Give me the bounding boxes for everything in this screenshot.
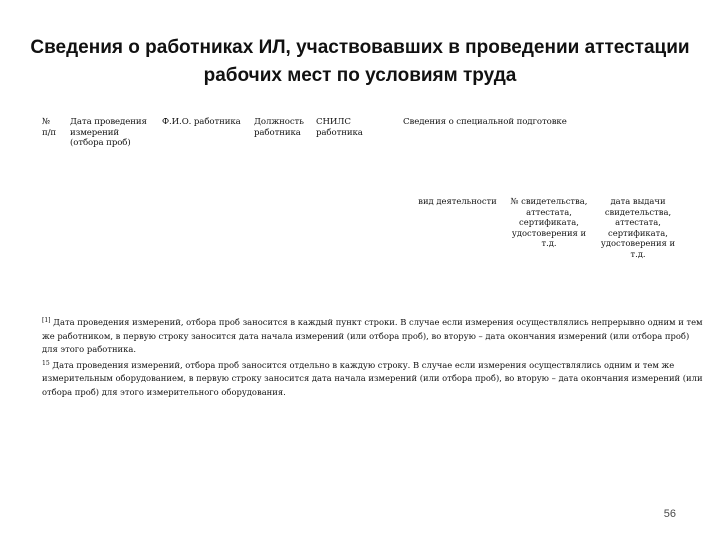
header-date: Дата проведения измерений (отбора проб) — [70, 117, 147, 148]
page-title: Сведения о работниках ИЛ, участвовавших в проведении аттестации рабочих мест по условиям труда — [30, 37, 690, 86]
page-number: 56 — [663, 508, 676, 520]
footnotes — [42, 314, 704, 399]
subheader-certificate: № свидетельства, аттестата, сертификата, удостоверения и т.д. — [510, 196, 588, 248]
header-num: № п/п — [42, 117, 57, 138]
footnote-2-text: Дата проведения измерений, отбора проб заносится отдельно в каждую строку. В случае если измерения осуществлялись одним и тем же измерительным оборудованием, в первую строку заносится дата начала измерений (или отбора проб), во вторую – дата окончания измерений (или отбора проб) для этого измерительного оборудования. — [42, 359, 703, 397]
footnote-1-mark: [1] — [42, 317, 51, 324]
footnote-1 — [42, 314, 704, 357]
header-position: Должность работника — [254, 117, 304, 138]
subheader-activity: вид деятельности — [418, 196, 497, 206]
footnote-2 — [42, 357, 704, 400]
footnote-2-mark: 15 — [42, 359, 50, 367]
header-name: Ф.И.О. работника — [162, 117, 241, 127]
subheader-issue-date: дата выдачи свидетельства, аттестата, сертификата, удостоверения и т.д. — [600, 196, 676, 259]
header-training: Сведения о специальной подготовке — [403, 117, 567, 127]
footnote-1-text: Дата проведения измерений, отбора проб заносится в каждый пункт строки. В случае если измерения осуществлялись непрерывно одним и тем же работником, в первую строку заносится дата начала измерений (или отбора проб), во вторую – дата окончания измерений (или отбора проб) для этого работника. — [42, 317, 703, 354]
header-snils: СНИЛС работника — [316, 117, 363, 138]
